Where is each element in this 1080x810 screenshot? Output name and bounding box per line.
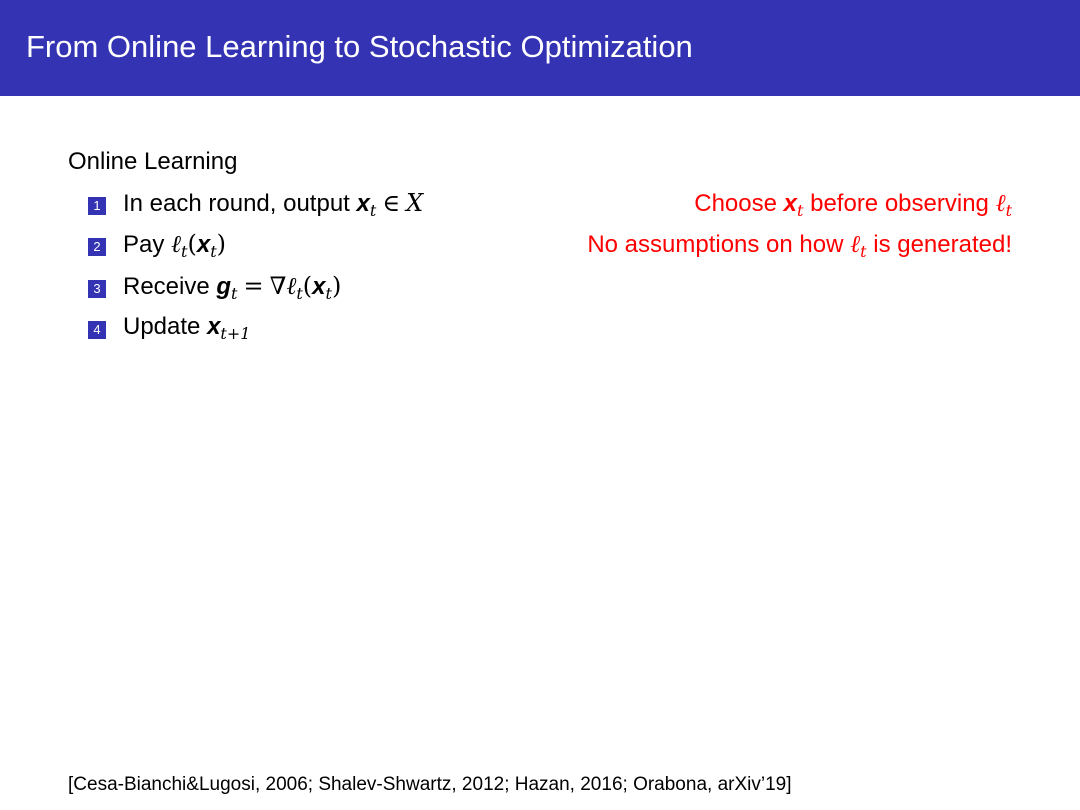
math-subscript: t — [210, 241, 217, 261]
slide-title: From Online Learning to Stochastic Optimization — [26, 29, 693, 64]
math-paren: ( — [302, 271, 313, 300]
math-subscript: t — [296, 283, 303, 303]
item-label: In each round, output — [123, 189, 357, 217]
math-subscript: t+1 — [220, 324, 251, 343]
section-heading: Online Learning — [68, 148, 238, 175]
note-text: is generated! — [866, 231, 1012, 258]
math-nabla: ∇ — [269, 271, 287, 300]
math-subscript: t — [860, 242, 867, 261]
math-g: g — [216, 272, 232, 300]
math-ell: ℓ — [995, 189, 1006, 217]
note-text: No assumptions on how — [587, 231, 851, 258]
item-number-badge: 4 — [88, 321, 106, 339]
item-number-badge: 2 — [88, 238, 106, 256]
item-text — [123, 189, 423, 220]
math-subscript: t — [181, 241, 188, 261]
note-no-assumptions — [587, 230, 1012, 261]
math-in-symbol: ∈ — [382, 188, 401, 217]
item-label: Receive — [123, 272, 217, 300]
note-choose-before-observing — [694, 189, 1012, 220]
math-ell: ℓ — [850, 230, 861, 258]
math-equals: = — [243, 271, 264, 300]
math-ell: ℓ — [171, 229, 182, 258]
list-item-3 — [88, 272, 341, 302]
math-x: x — [783, 190, 797, 217]
references-footer: [Cesa-Bianchi&Lugosi, 2006; Shalev-Shwartz, 2012; Hazan, 2016; Orabona, arXiv’19] — [68, 774, 792, 795]
note-text: Choose — [694, 190, 784, 217]
math-x: x — [356, 189, 370, 217]
item-text — [123, 272, 341, 303]
item-label: Pay — [123, 230, 172, 258]
note-text: before observing — [803, 190, 996, 217]
item-text — [123, 313, 250, 343]
math-subscript: t — [231, 283, 238, 303]
item-text — [123, 230, 226, 261]
item-label: Update — [123, 313, 208, 340]
math-x: x — [196, 230, 211, 258]
math-paren: ) — [331, 271, 342, 300]
list-item-1 — [88, 189, 423, 219]
math-subscript: t — [325, 283, 332, 303]
math-subscript: t — [369, 200, 377, 220]
math-paren: ) — [216, 229, 227, 258]
item-number-badge: 3 — [88, 280, 106, 298]
math-subscript: t — [1005, 201, 1012, 220]
item-number-badge: 1 — [88, 197, 106, 215]
list-item-2 — [88, 230, 226, 260]
math-x: x — [207, 313, 221, 340]
math-ell: ℓ — [286, 271, 297, 300]
math-paren: ( — [187, 229, 197, 258]
title-bar — [0, 0, 1080, 96]
math-x: x — [312, 272, 326, 300]
list-item-4 — [88, 313, 250, 343]
math-subscript: t — [797, 201, 804, 220]
math-set-x: X — [406, 188, 424, 217]
